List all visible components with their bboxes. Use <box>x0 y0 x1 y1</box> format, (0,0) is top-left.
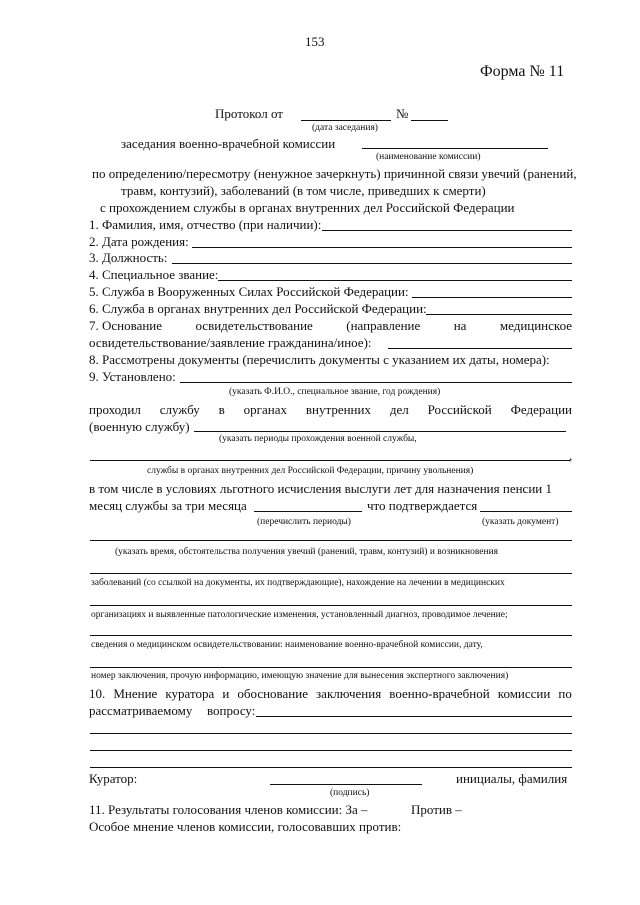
item-10-line <box>256 716 572 717</box>
circumstances-line-2 <box>90 573 572 574</box>
protocol-date-line <box>301 120 391 121</box>
protocol-number-line <box>411 120 448 121</box>
meeting-name-line <box>362 148 548 149</box>
intro-line-1: по определению/пересмотру (ненужное зачеркнуть) причинной связи увечий (ранений, <box>92 166 577 181</box>
curator-label: Куратор: <box>89 771 138 786</box>
item-2-label: 2. Дата рождения: <box>89 234 189 249</box>
item-6-line <box>426 314 572 315</box>
served-word: службу <box>159 402 200 417</box>
opinion-line-2 <box>90 750 572 751</box>
pref-doc-line <box>480 511 572 512</box>
pref-line-2b: что подтверждается <box>367 498 478 513</box>
item-10-word: Мнение <box>113 686 158 701</box>
dissent-label: Особое мнение членов комиссии, голосовавших против: <box>89 819 402 834</box>
served-word: в <box>218 402 225 417</box>
protocol-label: Протокол от <box>215 106 283 121</box>
circumstances-hint-b: заболеваний (со ссылкой на документы, их подтверждающие), нахождение на лечении в медицинских <box>91 578 505 588</box>
item-10-word: по <box>558 686 572 701</box>
signature-hint: (подпись) <box>330 788 370 798</box>
item-7-line-1 <box>89 318 572 333</box>
item-7-word: медицинское <box>499 318 572 333</box>
service-hint: службы в органах внутренних дел Российской Федерации, причину увольнения) <box>147 466 474 476</box>
item-11-votes-against: Против – <box>411 802 462 817</box>
circumstances-line-4 <box>90 635 572 636</box>
item-3-line <box>172 263 572 264</box>
served-word: внутренних <box>305 402 371 417</box>
meeting-label: заседания военно-врачебной комиссии <box>121 136 336 151</box>
item-4-line <box>218 280 572 281</box>
pref-line-1: в том числе в условиях льготного исчисления выслуги лет для назначения пенсии 1 <box>89 481 552 496</box>
meeting-name-hint: (наименование комиссии) <box>376 152 481 162</box>
circumstances-line-1 <box>90 540 572 541</box>
opinion-line-1 <box>90 733 572 734</box>
service-line <box>90 460 570 461</box>
circumstances-line-3 <box>90 605 572 606</box>
circumstances-line-5 <box>90 667 572 668</box>
item-7-line <box>388 348 572 349</box>
item-1-label: 1. Фамилия, имя, отчество (при наличии): <box>89 217 322 232</box>
served-line-2: (военную службу) <box>89 419 190 434</box>
item-7-line-2: освидетельствование/заявление гражданина/иное): <box>89 335 372 350</box>
item-1-line <box>322 230 572 231</box>
curator-initials: инициалы, фамилия <box>456 771 568 786</box>
intro-line-3: с прохождением службы в органах внутренних дел Российской Федерации <box>100 200 515 215</box>
opinion-line-3 <box>90 767 572 768</box>
item-7-word: 7. Основание <box>89 318 163 333</box>
protocol-number-sign: № <box>396 106 409 121</box>
item-10-line-1 <box>89 686 572 701</box>
circumstances-hint-d: сведения о медицинском освидетельствовании: наименование военно-врачебной комиссии, дату, <box>91 640 483 650</box>
item-10-word: заключения <box>316 686 382 701</box>
intro-line-2: травм, контузий), заболеваний (в том числе, приведших к смерти) <box>121 183 486 198</box>
served-line-1 <box>89 402 572 417</box>
item-3-label: 3. Должность: <box>89 250 168 265</box>
served-word: проходил <box>89 402 141 417</box>
item-10-word: обоснование <box>237 686 308 701</box>
item-11-votes-for: 11. Результаты голосования членов комиссии: За – <box>89 802 368 817</box>
page-number: 153 <box>305 34 325 49</box>
item-7-word: (направление <box>346 318 421 333</box>
item-10-word: комиссии <box>497 686 551 701</box>
served-word: органах <box>243 402 287 417</box>
item-10-word: и <box>222 686 230 701</box>
item-10-line-2a: рассматриваемому <box>89 703 193 718</box>
circumstances-hint-e: номер заключения, прочую информацию, имеющую значение для вынесения экспертного заключения) <box>91 671 509 681</box>
circumstances-hint-c: организациях и выявленные патологические изменения, установленный диагноз, проводимое лечение; <box>91 610 508 620</box>
periods-hint: (указать периоды прохождения военной службы, <box>219 434 417 444</box>
service-comma: , <box>569 448 573 463</box>
item-10-word: военно-врачебной <box>389 686 490 701</box>
item-5-label: 5. Служба в Вооруженных Силах Российской Федерации: <box>89 284 409 299</box>
item-7-word: освидетельствование <box>195 318 313 333</box>
item-5-line <box>412 297 572 298</box>
item-2-line <box>192 247 572 248</box>
form-title: Форма № 11 <box>480 63 565 80</box>
pref-periods-hint: (перечислить периоды) <box>257 517 351 527</box>
item-9-line <box>180 382 572 383</box>
pref-doc-hint: (указать документ) <box>482 517 559 527</box>
item-9-hint: (указать Ф.И.О., специальное звание, год рождения) <box>229 387 441 397</box>
item-7-word: на <box>453 318 467 333</box>
item-4-label: 4. Специальное звание: <box>89 267 219 282</box>
protocol-date-hint: (дата заседания) <box>312 123 378 133</box>
circumstances-hint-a: (указать время, обстоятельства получения увечий (ранений, травм, контузий) и возникновения <box>115 547 499 557</box>
pref-periods-line <box>254 511 362 512</box>
item-10-line-2b: вопросу: <box>207 703 256 718</box>
item-8-label: 8. Рассмотрены документы (перечислить документы с указанием их даты, номера): <box>89 352 550 367</box>
served-line <box>194 431 566 432</box>
item-10-word: 10. <box>89 686 106 701</box>
served-word: дел <box>389 402 409 417</box>
served-word: Федерации <box>510 402 572 417</box>
item-6-label: 6. Служба в органах внутренних дел Российской Федерации: <box>89 301 427 316</box>
item-9-label: 9. Установлено: <box>89 369 176 384</box>
curator-signature-line <box>270 784 422 785</box>
pref-line-2a: месяц службы за три месяца <box>89 498 247 513</box>
served-word: Российской <box>427 402 492 417</box>
item-10-word: куратора <box>165 686 215 701</box>
